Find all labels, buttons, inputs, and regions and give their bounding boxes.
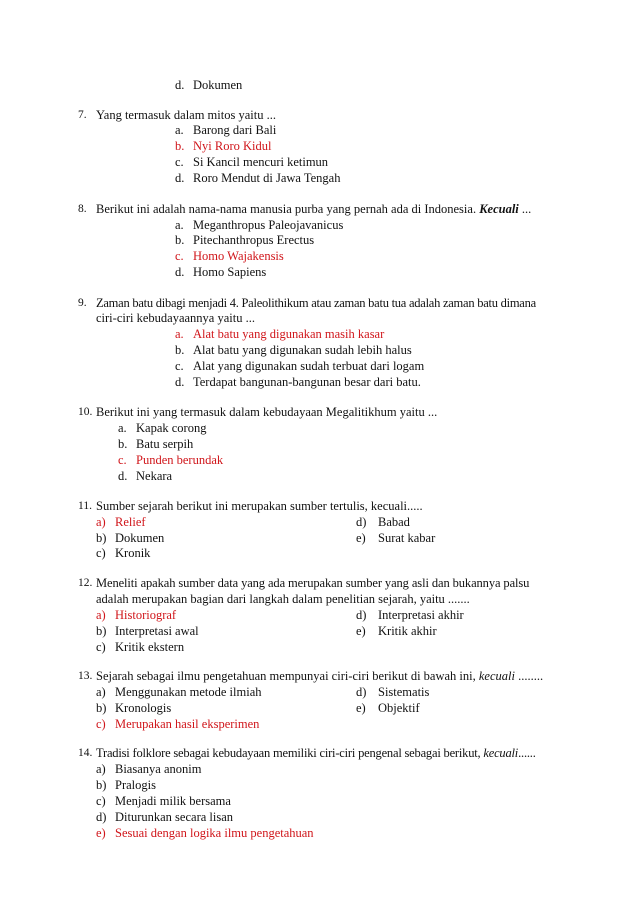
q14-option-d: Diturunkan secara lisan [115,810,234,824]
q12-option-d: Interpretasi akhir [378,608,464,622]
q9-option-a-letter: a. [175,327,184,341]
q14-option-d-letter: d) [96,810,107,824]
q12-option-c: Kritik ekstern [115,640,185,654]
q13-question-text: Sejarah sebagai ilmu pengetahuan mempunyai ciri-ciri berikut di bawah ini, [96,669,476,683]
q9-number: 9. [78,297,87,309]
q7-option-a: Barong dari Bali [193,123,277,137]
q13-number: 13. [78,670,93,682]
q11-number: 11. [78,500,92,512]
q7-number: 7. [78,109,87,121]
q9-question-line1: Zaman batu dibagi menjadi 4. Paleolithikum atau zaman batu tua adalah zaman batu dimana [96,296,536,310]
q11-option-d-letter: d) [356,515,367,529]
q7-option-b-answer: Nyi Roro Kidul [193,139,272,153]
q14-option-a: Biasanya anonim [115,762,202,776]
q13-question [96,669,543,684]
q8-option-a: Meganthropus Paleojavanicus [193,218,344,232]
q11-option-b-letter: b) [96,531,107,545]
q8-question-text: Berikut ini adalah nama-nama manusia purba yang pernah ada di Indonesia. [96,202,477,216]
q14-question-tail: ...... [518,746,536,760]
q10-option-c-letter: c. [118,453,127,467]
q13-option-a-letter: a) [96,685,106,699]
q8-option-c-answer: Homo Wajakensis [193,249,284,263]
q9-question-line2: ciri-ciri kebudayaannya yaitu ... [96,311,255,325]
q12-option-c-letter: c) [96,640,106,654]
q10-option-b-letter: b. [118,437,128,451]
q9-option-a-answer: Alat batu yang digunakan masih kasar [193,327,385,341]
q9-option-c-letter: c. [175,359,184,373]
q9-option-c: Alat yang digunakan sudah terbuat dari logam [193,359,425,373]
q13-option-e: Objektif [378,701,420,715]
q13-option-a: Menggunakan metode ilmiah [115,685,262,699]
q11-option-e: Surat kabar [378,531,436,545]
q11-option-c-letter: c) [96,546,106,560]
q9-option-b-letter: b. [175,343,185,357]
q11-question: Sumber sejarah berikut ini merupakan sumber tertulis, kecuali..... [96,499,423,513]
q11-option-d: Babad [378,515,410,529]
q6-option-d: Dokumen [193,78,243,92]
q14-option-c-letter: c) [96,794,106,808]
q10-option-d: Nekara [136,469,173,483]
q10-number: 10. [78,406,93,418]
q14-question-text: Tradisi folklore sebagai kebudayaan memiliki ciri-ciri pengenal sebagai berikut, [96,746,481,760]
q8-emphasis: Kecuali [479,202,519,216]
q10-option-a: Kapak corong [136,421,207,435]
q12-option-d-letter: d) [356,608,367,622]
q14-emphasis: kecuali [483,746,519,760]
q14-option-c: Menjadi milik bersama [115,794,231,808]
q14-option-a-letter: a) [96,762,106,776]
q8-question [96,202,531,217]
q9-option-d: Terdapat bangunan-bangunan besar dari batu. [193,375,421,389]
q7-question: Yang termasuk dalam mitos yaitu ... [96,108,276,122]
q10-option-a-letter: a. [118,421,127,435]
q10-option-d-letter: d. [118,469,128,483]
q13-option-b-letter: b) [96,701,107,715]
q7-option-c-letter: c. [175,155,184,169]
q12-option-e-letter: e) [356,624,366,638]
q11-option-e-letter: e) [356,531,366,545]
q8-option-a-letter: a. [175,218,184,232]
q14-question [96,746,536,761]
q12-option-b-letter: b) [96,624,107,638]
q13-option-c-letter: c) [96,717,106,731]
q7-option-c: Si Kancil mencuri ketimun [193,155,329,169]
q13-option-b: Kronologis [115,701,172,715]
q11-option-b: Dokumen [115,531,165,545]
q7-option-d-letter: d. [175,171,185,185]
q9-option-b: Alat batu yang digunakan sudah lebih halus [193,343,412,357]
q13-option-d: Sistematis [378,685,430,699]
q14-option-e-letter: e) [96,826,106,840]
q10-question: Berikut ini yang termasuk dalam kebudayaan Megalitikhum yaitu ... [96,405,438,419]
q8-option-c-letter: c. [175,249,184,263]
q13-question-tail: ........ [518,669,544,683]
q11-option-a-answer: Relief [115,515,146,529]
q12-number: 12. [78,577,93,589]
q8-option-d-letter: d. [175,265,185,279]
q13-option-d-letter: d) [356,685,367,699]
q13-emphasis: kecuali [478,669,515,683]
q8-question-tail: ... [521,202,532,216]
q13-option-e-letter: e) [356,701,366,715]
q14-option-b-letter: b) [96,778,107,792]
q7-option-d: Roro Mendut di Jawa Tengah [193,171,341,185]
q13-option-c-answer: Merupakan hasil eksperimen [115,717,260,731]
q12-question-line2: adalah merupakan bagian dari langkah dalam penelitian sejarah, yaitu ....... [96,592,470,606]
q14-option-b: Pralogis [115,778,156,792]
q10-option-c-answer: Punden berundak [136,453,224,467]
q8-option-b: Pitechanthropus Erectus [193,233,315,247]
q8-option-b-letter: b. [175,233,185,247]
q14-option-e-answer: Sesuai dengan logika ilmu pengetahuan [115,826,314,840]
q11-option-a-letter: a) [96,515,106,529]
q7-option-b-letter: b. [175,139,185,153]
q12-question-line1: Meneliti apakah sumber data yang ada merupakan sumber yang asli dan bukannya palsu [96,576,530,590]
q12-option-b: Interpretasi awal [115,624,199,638]
q9-option-d-letter: d. [175,375,185,389]
q12-option-a-letter: a) [96,608,106,622]
q14-number: 14. [78,747,93,759]
q10-option-b: Batu serpih [136,437,194,451]
q8-number: 8. [78,203,87,215]
q7-option-a-letter: a. [175,123,184,137]
q8-option-d: Homo Sapiens [193,265,267,279]
q11-option-c: Kronik [115,546,151,560]
q12-option-a-answer: Historiograf [115,608,177,622]
q6-option-d-letter: d. [175,78,185,92]
q12-option-e: Kritik akhir [378,624,437,638]
